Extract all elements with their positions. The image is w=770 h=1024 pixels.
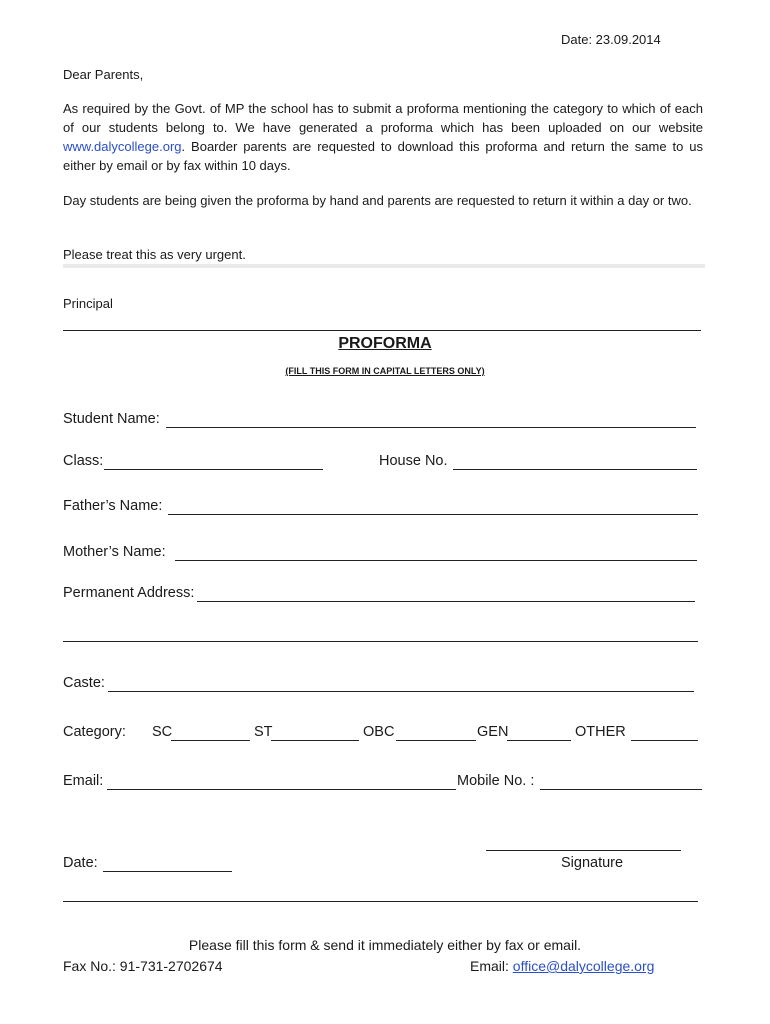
letter-paragraph-2: Day students are being given the proforma by hand and parents are requested to return it within a day or two.	[63, 193, 692, 208]
footer-divider	[63, 901, 698, 902]
permanent-address-field-line-2[interactable]	[63, 641, 698, 642]
category-sc-field[interactable]	[171, 740, 250, 741]
email-label: Email:	[63, 773, 104, 789]
mobile-field[interactable]	[540, 789, 702, 790]
footer-instruction: Please fill this form & send it immediately either by fax or email.	[188, 937, 582, 953]
category-obc-field[interactable]	[396, 740, 476, 741]
caste-field[interactable]	[108, 691, 694, 692]
class-label: Class:	[63, 453, 104, 469]
student-name-label: Student Name:	[63, 411, 160, 427]
permanent-address-label: Permanent Address:	[63, 585, 195, 601]
category-st-field[interactable]	[271, 740, 359, 741]
date-field[interactable]	[103, 871, 232, 872]
letter-paragraph-3: Please treat this as very urgent.	[63, 247, 246, 262]
letter-paragraph-1	[63, 99, 703, 175]
signature-field[interactable]	[486, 850, 681, 851]
mothers-name-field[interactable]	[175, 560, 697, 561]
caste-label: Caste:	[63, 675, 105, 691]
permanent-address-field[interactable]	[197, 601, 695, 602]
section-divider	[63, 330, 701, 331]
footer-email	[470, 958, 654, 974]
email-field[interactable]	[107, 789, 456, 790]
category-other-label: OTHER	[575, 724, 626, 740]
house-no-label: House No.	[379, 453, 448, 469]
website-link[interactable]: www.dalycollege.org	[63, 139, 182, 154]
fathers-name-field[interactable]	[168, 514, 698, 515]
student-name-field[interactable]	[166, 427, 696, 428]
mothers-name-label: Mother’s Name:	[63, 544, 166, 560]
category-label: Category:	[63, 724, 126, 740]
category-sc-label: SC	[152, 724, 173, 740]
date-label: Date:	[63, 855, 98, 871]
category-obc-label: OBC	[363, 724, 395, 740]
category-gen-label: GEN	[477, 724, 509, 740]
signature-label: Signature	[561, 855, 624, 871]
form-instruction: (FILL THIS FORM IN CAPITAL LETTERS ONLY)	[285, 366, 485, 376]
mobile-label: Mobile No. :	[457, 773, 535, 789]
greeting: Dear Parents,	[63, 67, 144, 82]
signoff: Principal	[63, 296, 113, 311]
letter-date: Date: 23.09.2014	[561, 32, 661, 47]
category-st-label: ST	[254, 724, 273, 740]
category-other-field[interactable]	[631, 740, 698, 741]
category-gen-field[interactable]	[507, 740, 571, 741]
fax-number: Fax No.: 91-731-2702674	[63, 958, 223, 974]
paragraph-1-end: . Boarder parents are requested to download this proforma and return the same to us either by email or by fax within 10 days.	[63, 139, 703, 173]
footer-email-link[interactable]: office@dalycollege.org	[512, 958, 655, 974]
fathers-name-label: Father’s Name:	[63, 498, 163, 514]
separator-bar	[63, 264, 705, 268]
class-field[interactable]	[104, 469, 323, 470]
paragraph-1-start: As required by the Govt. of MP the school has to submit a proforma mentioning the category to which of each of our students belong to. We have generated a proforma which has been uploaded on our website	[63, 101, 703, 135]
form-title: PROFORMA	[338, 335, 432, 352]
footer-email-label: Email:	[470, 958, 513, 974]
house-no-field[interactable]	[453, 469, 697, 470]
